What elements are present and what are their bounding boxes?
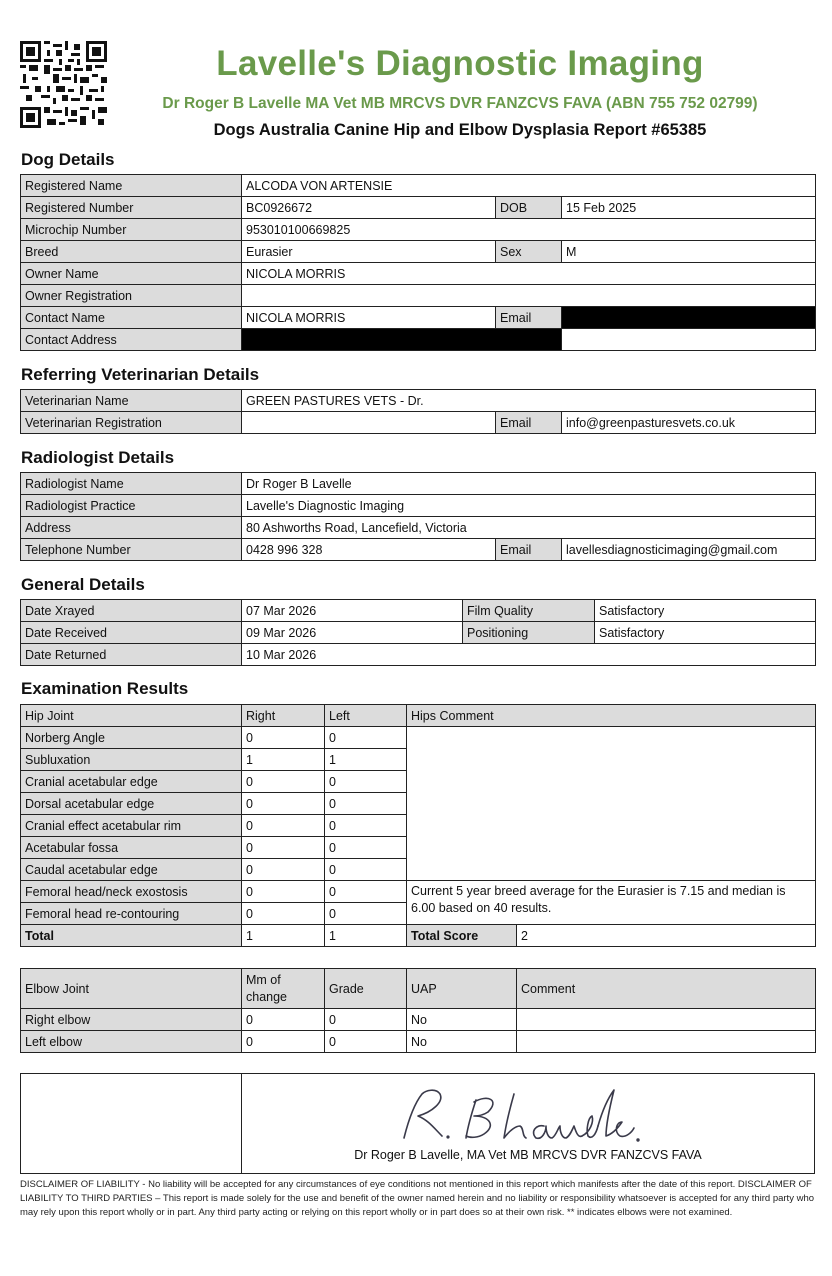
table-row	[21, 1009, 816, 1031]
sex-label: Sex	[496, 241, 562, 263]
table-row	[21, 263, 816, 285]
hip-row-label: Subluxation	[21, 749, 242, 771]
telephone-label: Telephone Number	[21, 539, 242, 561]
contact-name-value: NICOLA MORRIS	[242, 307, 496, 329]
microchip-value: 953010100669825	[242, 219, 816, 241]
table-row	[21, 644, 816, 666]
table-row	[21, 307, 816, 329]
date-returned-value: 10 Mar 2026	[242, 644, 816, 666]
table-row	[21, 412, 816, 434]
hip-row-label: Caudal acetabular edge	[21, 859, 242, 881]
examination-results-title: Examination Results	[21, 679, 189, 698]
radiologist-signature-name: Dr Roger B Lavelle, MA Vet MB MRCVS DVR FANZCVS FAVA	[354, 1148, 702, 1162]
hip-right-value: 1	[242, 749, 325, 771]
mm-of-change-header: Mm of change	[242, 969, 325, 1009]
table-row	[21, 517, 816, 539]
report-title: Dogs Australia Canine Hip and Elbow Dysplasia Report #65385	[213, 121, 707, 139]
hip-right-value: 0	[242, 881, 325, 903]
elbow-comment-value	[517, 1009, 816, 1031]
signature-box-left	[21, 1074, 242, 1173]
hip-row-label: Norberg Angle	[21, 727, 242, 749]
hip-row-label: Cranial acetabular edge	[21, 771, 242, 793]
report-header	[110, 42, 810, 141]
hip-right-value: 0	[242, 815, 325, 837]
telephone-value: 0428 996 328	[242, 539, 496, 561]
hip-row-label: Femoral head re-contouring	[21, 903, 242, 925]
registered-name-value: ALCODA VON ARTENSIE	[242, 175, 816, 197]
qr-code-icon	[20, 41, 107, 128]
signature-image	[376, 1082, 666, 1152]
hip-row-label: Acetabular fossa	[21, 837, 242, 859]
vet-email-label: Email	[496, 412, 562, 434]
radiologist-email-value: lavellesdiagnosticimaging@gmail.com	[562, 539, 816, 561]
hip-left-value: 0	[325, 727, 407, 749]
positioning-value: Satisfactory	[595, 622, 816, 644]
breed-value: Eurasier	[242, 241, 496, 263]
elbow-comment-value	[517, 1031, 816, 1053]
elbow-comment-header: Comment	[517, 969, 816, 1009]
dob-value: 15 Feb 2025	[562, 197, 816, 219]
owner-registration-value	[242, 285, 816, 307]
microchip-label: Microchip Number	[21, 219, 242, 241]
radiologist-details-title: Radiologist Details	[21, 448, 175, 467]
registered-number-label: Registered Number	[21, 197, 242, 219]
radiologist-name-label: Radiologist Name	[21, 473, 242, 495]
hip-total-right: 1	[242, 925, 325, 947]
signature-box	[20, 1073, 815, 1174]
hip-right-value: 0	[242, 903, 325, 925]
hip-left-value: 0	[325, 903, 407, 925]
hip-right-value: 0	[242, 793, 325, 815]
table-row	[21, 495, 816, 517]
hip-left-value: 0	[325, 771, 407, 793]
vet-name-label: Veterinarian Name	[21, 390, 242, 412]
hips-comment-empty	[407, 727, 816, 881]
clinic-name: Lavelle's Diagnostic Imaging	[216, 44, 704, 83]
hip-left-value: 0	[325, 859, 407, 881]
radiologist-details-table	[20, 472, 816, 561]
vet-details-title: Referring Veterinarian Details	[21, 365, 260, 384]
address-label: Address	[21, 517, 242, 539]
hip-row-label: Cranial effect acetabular rim	[21, 815, 242, 837]
elbow-grade-value: 0	[325, 1031, 407, 1053]
clinic-credentials: Dr Roger B Lavelle MA Vet MB MRCVS DVR FANZCVS FAVA (ABN 755 752 02799)	[162, 95, 758, 112]
table-row	[21, 285, 816, 307]
vet-details-table	[20, 389, 816, 434]
film-quality-label: Film Quality	[463, 600, 595, 622]
dob-label: DOB	[496, 197, 562, 219]
positioning-label: Positioning	[463, 622, 595, 644]
elbow-uap-value: No	[407, 1031, 517, 1053]
hip-left-value: 0	[325, 837, 407, 859]
radiologist-email-label: Email	[496, 539, 562, 561]
table-row	[21, 175, 816, 197]
date-xrayed-value: 07 Mar 2026	[242, 600, 463, 622]
contact-address-extra	[562, 329, 816, 351]
hip-total-label: Total	[21, 925, 242, 947]
table-row	[21, 219, 816, 241]
hip-right-value: 0	[242, 727, 325, 749]
hip-left-header: Left	[325, 705, 407, 727]
owner-registration-label: Owner Registration	[21, 285, 242, 307]
table-row	[21, 622, 816, 644]
contact-email-label: Email	[496, 307, 562, 329]
contact-email-redacted	[562, 307, 816, 329]
hip-row-label: Femoral head/neck exostosis	[21, 881, 242, 903]
contact-address-label: Contact Address	[21, 329, 242, 351]
table-row	[21, 390, 816, 412]
elbow-mm-value: 0	[242, 1031, 325, 1053]
elbow-joint-header: Elbow Joint	[21, 969, 242, 1009]
hip-left-value: 0	[325, 881, 407, 903]
hip-right-value: 0	[242, 837, 325, 859]
total-score-label: Total Score	[407, 925, 517, 947]
table-row	[21, 473, 816, 495]
table-row	[21, 925, 816, 947]
hips-comment-text: Current 5 year breed average for the Eurasier is 7.15 and median is 6.00 based on 40 results.	[407, 881, 816, 925]
total-score-value: 2	[517, 925, 816, 947]
table-row	[21, 329, 816, 351]
contact-address-redacted	[242, 329, 562, 351]
date-received-label: Date Received	[21, 622, 242, 644]
registered-name-label: Registered Name	[21, 175, 242, 197]
sex-value: M	[562, 241, 816, 263]
registered-number-value: BC0926672	[242, 197, 496, 219]
vet-registration-value	[242, 412, 496, 434]
dog-details-title: Dog Details	[21, 150, 115, 169]
dog-details-table	[20, 174, 816, 351]
hip-right-value: 0	[242, 771, 325, 793]
elbow-row-label: Left elbow	[21, 1031, 242, 1053]
radiologist-name-value: Dr Roger B Lavelle	[242, 473, 816, 495]
hip-total-left: 1	[325, 925, 407, 947]
address-value: 80 Ashworths Road, Lancefield, Victoria	[242, 517, 816, 539]
elbow-mm-value: 0	[242, 1009, 325, 1031]
elbow-row-label: Right elbow	[21, 1009, 242, 1031]
elbow-uap-value: No	[407, 1009, 517, 1031]
hip-row-label: Dorsal acetabular edge	[21, 793, 242, 815]
elbow-grade-value: 0	[325, 1009, 407, 1031]
owner-name-label: Owner Name	[21, 263, 242, 285]
table-row	[21, 1031, 816, 1053]
hips-comment-header: Hips Comment	[407, 705, 816, 727]
hip-left-value: 1	[325, 749, 407, 771]
date-xrayed-label: Date Xrayed	[21, 600, 242, 622]
table-row	[21, 705, 816, 727]
table-row	[21, 881, 816, 903]
general-details-table	[20, 599, 816, 666]
vet-name-value: GREEN PASTURES VETS - Dr.	[242, 390, 816, 412]
hip-joint-header: Hip Joint	[21, 705, 242, 727]
hip-right-value: 0	[242, 859, 325, 881]
elbow-results-table	[20, 968, 816, 1053]
radiologist-practice-value: Lavelle's Diagnostic Imaging	[242, 495, 816, 517]
table-row	[21, 241, 816, 263]
grade-header: Grade	[325, 969, 407, 1009]
table-row	[21, 727, 816, 749]
radiologist-practice-label: Radiologist Practice	[21, 495, 242, 517]
disclaimer-text: DISCLAIMER OF LIABILITY - No liability will be accepted for any circumstances of eye conditions not mentioned in this report which manifests after the date of this report. DISCLAIMER OF LIABILITY TO THIRD PARTIES – This report is made solely for the use and benefit of the owner named herein and no liability or responsibility whatsoever is accepted for any third party who may rely upon this report wholly or in part. Any third party acting or relying on this report wholly or in part does so at their own risk. ** indicates elbows were not examined.	[20, 1179, 815, 1218]
table-row	[21, 600, 816, 622]
hip-left-value: 0	[325, 793, 407, 815]
general-details-title: General Details	[21, 575, 145, 594]
owner-name-value: NICOLA MORRIS	[242, 263, 816, 285]
date-received-value: 09 Mar 2026	[242, 622, 463, 644]
contact-name-label: Contact Name	[21, 307, 242, 329]
vet-email-value: info@greenpasturesvets.co.uk	[562, 412, 816, 434]
table-row	[21, 539, 816, 561]
uap-header: UAP	[407, 969, 517, 1009]
breed-label: Breed	[21, 241, 242, 263]
film-quality-value: Satisfactory	[595, 600, 816, 622]
hip-left-value: 0	[325, 815, 407, 837]
vet-registration-label: Veterinarian Registration	[21, 412, 242, 434]
hip-results-table	[20, 704, 816, 947]
table-row	[21, 969, 816, 1009]
date-returned-label: Date Returned	[21, 644, 242, 666]
table-row	[21, 197, 816, 219]
hip-right-header: Right	[242, 705, 325, 727]
